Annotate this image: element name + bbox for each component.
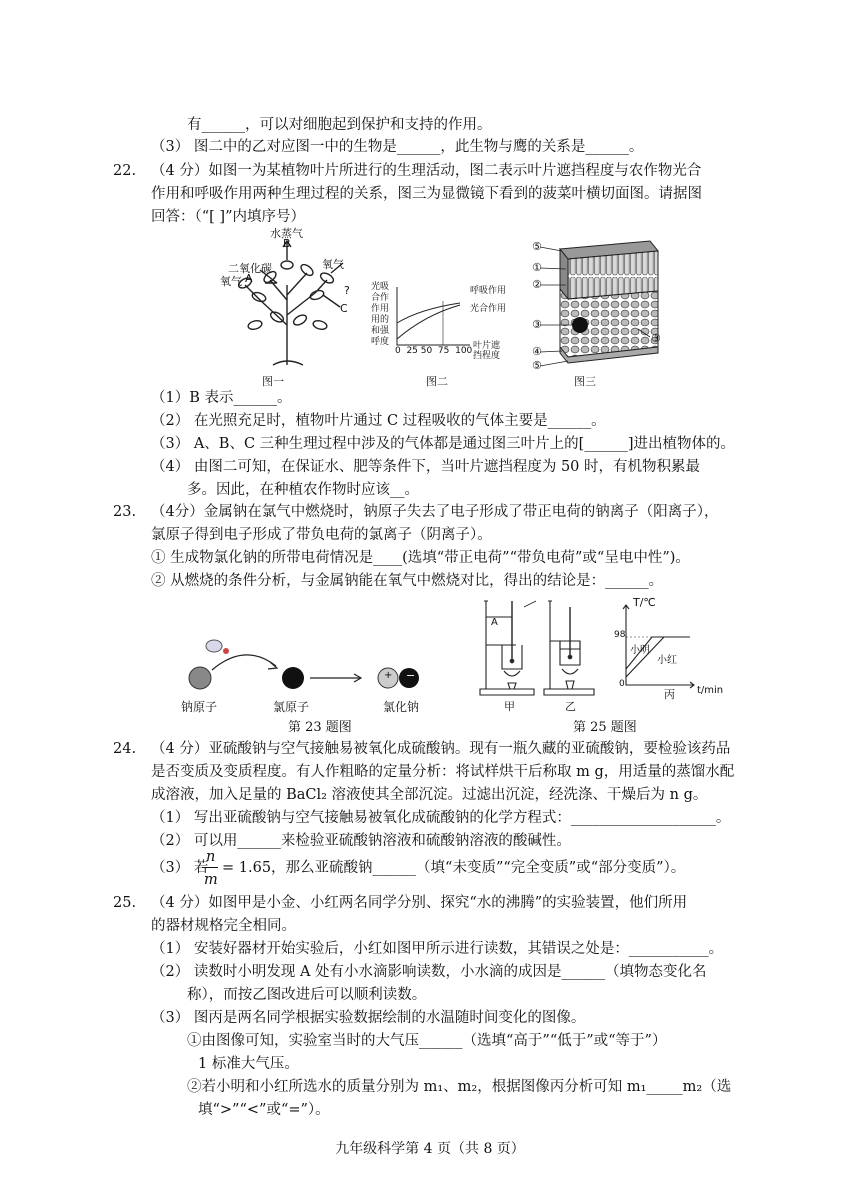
q24-number: 24. [113,741,137,757]
q25-stem-2: 的器材规格完全相同。 [151,918,296,934]
q23-item-2: ② 从燃烧的条件分析，与金属钠能在氧气中燃烧对比，得出的结论是：______。 [151,573,664,589]
q22-item-2: （2） 在光照充足时，植物叶片通过 C 过程吸收的气体主要是______。 [151,413,606,429]
q22-item-4-line2: 多。因此，在种植农作物时应该__。 [187,482,419,498]
fig3-label-3: ③ [532,318,542,331]
q25-stem-1: （4 分）如图甲是小金、小红两名同学分别、探究“水的沸腾”的实验装置，他们所用 [151,895,688,911]
electron-transfer-icon [206,640,229,654]
q25-xaxis-label: t/min [697,685,724,696]
fig1-o2-label-b: 氧气 [322,258,344,271]
fig1-B-label: B [283,237,291,250]
fig2-xticks: 0 25 50 75 100 [395,346,473,356]
q21-item-3: （3） 图二中的乙对应图一中的生物是______，此生物与鹰的关系是______。 [151,139,644,155]
q25-item-3: （3） 图丙是两名同学根据实验数据绘制的水温随时间变化的图像。 [151,1010,586,1026]
sodium-chloride-label: 氯化钠 [383,700,420,714]
q25-jia-label: 甲 [504,700,515,713]
fig3-label-1: ① [532,261,542,274]
q21-line-1: 有______，可以对细胞起到保护和支持的作用。 [187,117,492,133]
q25-number: 25. [113,895,137,911]
q23-figure-caption: 第 23 题图 [288,720,352,735]
fig3-label-2: ② [532,278,542,291]
sodium-atom-label: 钠原子 [181,700,218,714]
q22-item-1: （1）B 表示______。 [151,390,292,406]
q24-stem-2: 是否变质及变质程度。有人作粗略的定量分析：将试样烘干后称取 m g，用适量的蒸馏水配 [151,764,735,780]
fig2-ylabel: 光吸 合作 作用 用的 和强 呼度 [371,282,390,347]
q25-yaxis-label: T/℃ [633,596,656,609]
fig1-o2-label-a: 氧气 [220,275,242,288]
q25-item-3-2-line1: ②若小明和小红所选水的质量分别为 m₁、m₂，根据图像丙分析可知 m₁_____m₂（选 [187,1079,732,1095]
fig1-q-label: ? [344,284,350,297]
figure-1-caption: 图一 [262,375,284,388]
chlorine-atom-label: 氯原子 [273,700,310,714]
q22-item-4-line1: （4） 由图二可知，在保证水、肥等条件下，当叶片遮挡程度为 50 时，有机物积累最 [151,459,701,475]
fig1-co2-label: 二氧化碳 [228,262,272,275]
fig1-A-label: A [245,272,253,285]
q23-stem-1: （4分）金属钠在氯气中燃烧时，钠原子失去了电子形成了带正电荷的钠离子（阳离子）， [151,504,719,520]
q25-figure-apparatus [474,597,724,702]
q22-number: 22. [113,163,137,179]
q22-item-3: （3） A、B、C 三种生理过程中涉及的气体都是通过图三叶片上的[______]进出植物体的。 [151,436,735,452]
q25-xiaoming-label: 小明 [630,645,650,656]
q23-stem-2: 氯原子得到电子形成了带负电荷的氯离子（阴离子）。 [151,527,492,543]
fig3-label-4: ④ [532,345,542,358]
figure-3-caption: 图三 [574,375,596,388]
q25-xiaohong-label: 小红 [657,655,677,666]
q25-item-3-2-line2: 填“>”“<”或“=”）。 [198,1102,330,1118]
q25-figure-caption: 第 25 题图 [573,720,637,735]
page-footer: 九年级科学第 4 页（共 8 页） [335,1141,525,1157]
fig1-C-label: C [340,302,348,315]
q24-stem-3: 成溶液，加入足量的 BaCl₂ 溶液使其全部沉淀。过滤出沉淀，经洗涤、干燥后为 n g。 [151,787,708,803]
figure-2-caption: 图二 [426,375,448,388]
sodium-ion-plus: + [384,670,393,681]
q25-A-label: A [491,617,498,628]
fig3-label-3-right: ③ [651,332,661,345]
q24-item-3-prefix: （3） 若 [151,860,209,876]
q25-yi-label: 乙 [565,700,576,713]
q24-fraction-n: n [206,849,216,865]
fig3-label-5-top: ⑤ [532,240,542,253]
q25-bing-label: 丙 [664,688,675,701]
fig2-photosynthesis-label: 光合作用 [470,304,507,314]
q22-stem-1: （4 分）如图一为某植物叶片所进行的生理活动，图二表示叶片遮挡程度与农作物光合 [151,163,702,179]
q23-figure [180,632,430,697]
fig2-xlabel: 叶片遮 挡程度 [473,341,501,361]
q24-item-1: （1） 写出亚硫酸钠与空气接触易被氧化成硫酸钠的化学方程式：____________________。 [151,810,731,826]
q25-item-3-1-line2: 1 标准大气压。 [198,1056,299,1072]
q25-y98-label: 98 [614,630,626,640]
q22-stem-3: 回答：（“[ ]”内填序号） [151,209,305,225]
figure-3-leaf-section [540,237,670,372]
q23-number: 23. [113,504,137,520]
chloride-ion-minus: − [406,669,416,682]
q22-stem-2: 作用和呼吸作用两种生理过程的关系，图三为显微镜下看到的菠菜叶横切面图。请据图 [151,186,702,202]
fig2-respiration-label: 呼吸作用 [470,286,507,296]
q25-item-3-1-line1: ①由图像可知，实验室当时的大气压______（选填“高于”“低于”或“等于”） [187,1033,667,1049]
q25-item-1: （1） 安装好器材开始实验后，小红如图甲所示进行读数，其错误之处是：___________。 [151,941,724,957]
fig1-steam-label: 水蒸气 [270,227,303,240]
q25-item-2-line2: 称），而按乙图改进后可以顺利读数。 [187,987,427,1003]
q25-y0-label: 0 [619,679,625,689]
q25-item-2-line1: （2） 读数时小明发现 A 处有小水滴影响读数，小水滴的成因是______（填物态变化名 [151,964,707,980]
q24-item-2: （2） 可以用______来检验亚硫酸钠溶液和硫酸钠溶液的酸碱性。 [151,833,571,849]
q24-item-3-suffix: = 1.65，那么亚硫酸钠______（填“未变质”“完全变质”或“部分变质”）。 [222,860,686,876]
q24-fraction-bar [202,867,218,868]
q24-fraction-m: m [204,872,218,888]
fig3-label-5-bottom: ⑤ [532,359,542,372]
q23-item-1: ① 生成物氯化钠的所带电荷情况是____(选填“带正电荷”“带负电荷”或“呈电中性”)。 [151,550,690,566]
q24-stem-1: （4 分）亚硫酸钠与空气接触易被氧化成硫酸钠。现有一瓶久藏的亚硫酸钠，要检验该药品 [151,741,731,757]
